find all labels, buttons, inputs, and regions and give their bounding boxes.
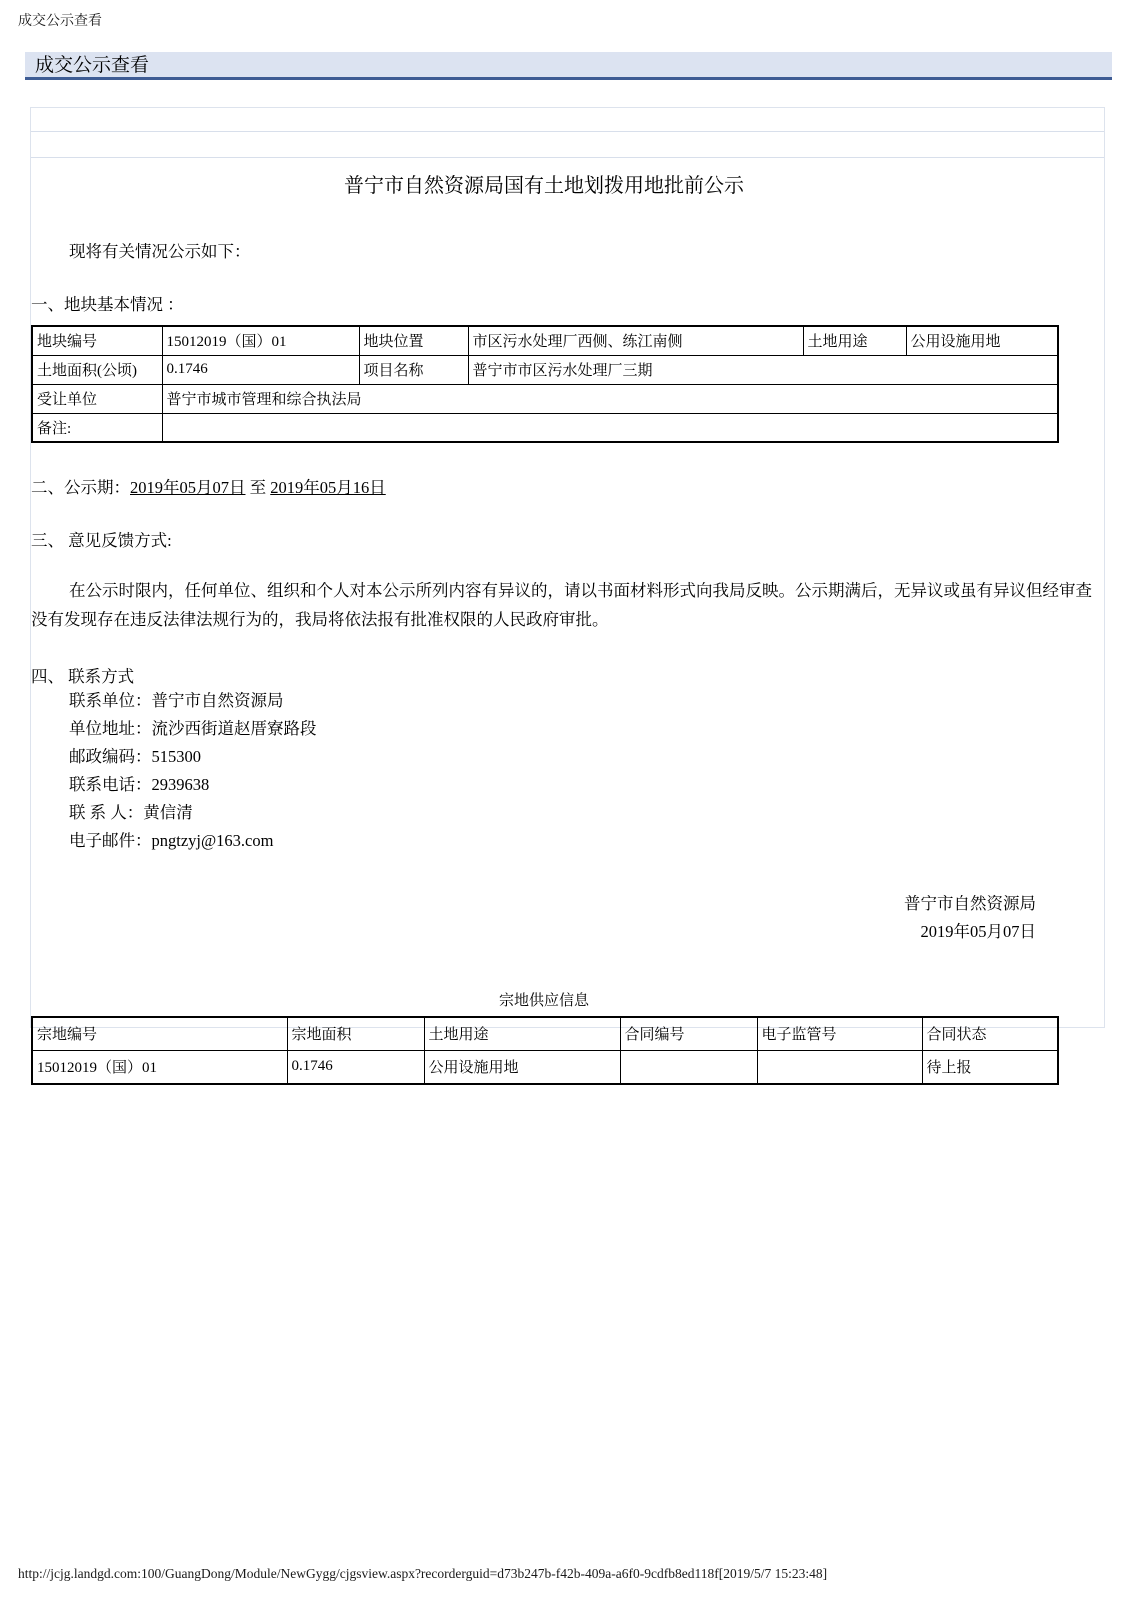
signature-org: 普宁市自然资源局 (904, 894, 1036, 913)
land-area-label: 土地面积(公顷) (32, 355, 162, 384)
table-row (32, 326, 1058, 355)
contact-value: 515300 (151, 747, 201, 766)
supply-header-parcel-area: 宗地面积 (287, 1017, 424, 1050)
supply-land-use: 公用设施用地 (424, 1050, 620, 1084)
contact-line-email (31, 827, 1104, 855)
contact-line-person (31, 799, 1104, 827)
empty-toolbar-row-1 (31, 108, 1104, 132)
transferee-label: 受让单位 (32, 384, 162, 413)
project-name-label: 项目名称 (359, 355, 468, 384)
supply-header-contract-status: 合同状态 (922, 1017, 1058, 1050)
parcel-id-label: 地块编号 (32, 326, 162, 355)
print-page-header: 成交公示查看 (18, 14, 102, 29)
print-page-footer-url: http://jcjg.landgd.com:100/GuangDong/Module/NewGygg/cjgsview.aspx?recorderguid=d73b247b-f42b-409a-a6f0-9cdfb8ed118f[2019/5/7 15:23:48] (18, 1566, 828, 1581)
table-row (32, 384, 1058, 413)
parcel-info-table (31, 325, 1059, 443)
contact-label: 联 系 人： (69, 803, 144, 822)
signature-block (31, 890, 1036, 946)
contact-value: 2939638 (151, 775, 210, 794)
supply-contract-status: 待上报 (922, 1050, 1058, 1084)
parcel-location-label: 地块位置 (359, 326, 468, 355)
publicity-period-line (31, 474, 1104, 498)
contact-line-phone (31, 771, 1104, 799)
contact-line-unit (31, 687, 1104, 715)
contact-label: 联系电话： (69, 775, 152, 794)
notice-title: 普宁市自然资源局国有土地划拨用地批前公示 (344, 175, 744, 197)
page-title: 成交公示查看 (35, 55, 150, 76)
contact-label: 联系单位： (69, 691, 152, 710)
contact-label: 邮政编码： (69, 747, 152, 766)
table-row (32, 355, 1058, 384)
signature-date: 2019年05月07日 (920, 922, 1036, 941)
supply-header-row (32, 1017, 1058, 1050)
page-title-bar (25, 52, 1112, 80)
supply-header-contract-no: 合同编号 (620, 1017, 757, 1050)
publicity-start-date: 2019年05月07日 (130, 478, 246, 497)
land-area-value: 0.1746 (162, 355, 359, 384)
notice-intro: 现将有关情况公示如下： (69, 242, 251, 261)
parcel-location-value: 市区污水处理厂西侧、练江南侧 (468, 326, 803, 355)
supply-contract-no (620, 1050, 757, 1084)
publicity-period-join: 至 (249, 478, 267, 497)
contact-label: 单位地址： (69, 719, 152, 738)
remarks-label: 备注: (32, 413, 162, 442)
table-row (32, 413, 1058, 442)
supply-table-title: 宗地供应信息 (498, 993, 589, 1009)
publicity-end-date: 2019年05月16日 (270, 478, 386, 497)
supply-header-supervision-no: 电子监管号 (757, 1017, 922, 1050)
supply-header-land-use: 土地用途 (424, 1017, 620, 1050)
land-use-value: 公用设施用地 (906, 326, 1058, 355)
supply-info-table (31, 1016, 1059, 1085)
transferee-value: 普宁市城市管理和综合执法局 (162, 384, 1058, 413)
contact-line-postcode (31, 743, 1104, 771)
supply-parcel-id: 15012019（国）01 (32, 1050, 287, 1084)
land-use-label: 土地用途 (803, 326, 906, 355)
contact-value: pngtzyj@163.com (151, 831, 274, 850)
contact-label: 电子邮件： (69, 831, 152, 850)
supply-data-row (32, 1050, 1058, 1084)
supply-parcel-area: 0.1746 (287, 1050, 424, 1084)
supply-header-parcel-id: 宗地编号 (32, 1017, 287, 1050)
publicity-period-label: 二、公示期： (31, 478, 130, 497)
feedback-paragraph: 在公示时限内，任何单位、组织和个人对本公示所列内容有异议的，请以书面材料形式向我局反映。公示期满后，无异议或虽有异议但经审查没有发现存在违反法律法规行为的，我局将依法报有批准权限的人民政府审批。 (31, 581, 1092, 629)
supply-supervision-no (757, 1050, 922, 1084)
section4-heading: 四、 联系方式 (31, 667, 135, 686)
notice-document (31, 171, 1104, 1085)
parcel-id-value: 15012019（国）01 (162, 326, 359, 355)
contact-value: 普宁市自然资源局 (151, 691, 284, 710)
section1-heading: 一、地块基本情况 ： (31, 295, 184, 314)
empty-toolbar-row-2 (31, 132, 1104, 158)
contact-value: 黄信清 (143, 803, 193, 822)
section3-heading: 三、 意见反馈方式: (31, 531, 172, 550)
contact-value: 流沙西街道赵厝寮路段 (151, 719, 317, 738)
remarks-value (162, 413, 1058, 442)
content-panel (30, 107, 1105, 1077)
contact-line-address (31, 715, 1104, 743)
project-name-value: 普宁市市区污水处理厂三期 (468, 355, 1058, 384)
